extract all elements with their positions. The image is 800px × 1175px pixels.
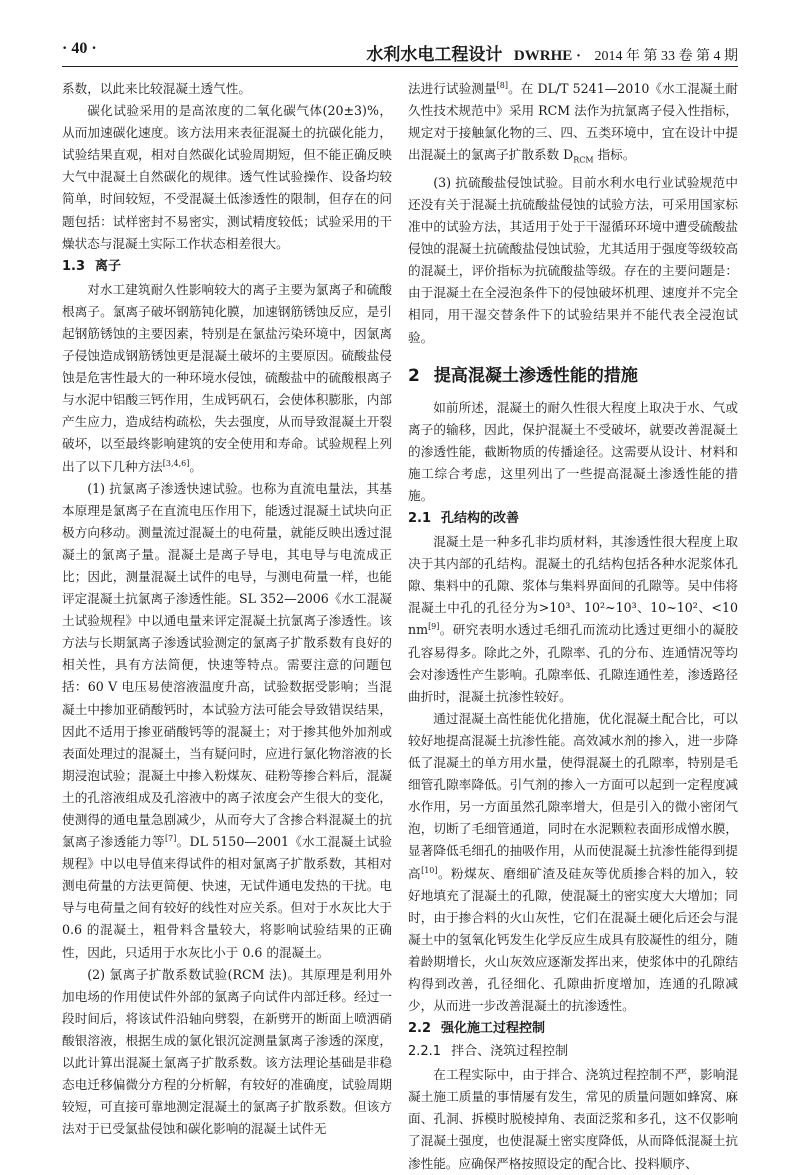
section-number: 1.3: [62, 258, 86, 274]
running-header: [62, 34, 738, 67]
paragraph: [408, 78, 738, 172]
paragraph-text: 对水工建筑耐久性影响较大的离子主要为氯离子和硫酸根离子。氯离子破坏钢筋钝化膜，加速钢筋锈蚀反应，是引起钢筋锈蚀的主要因素，特别是在氯盐污染环境中，因氯离子侵蚀造成钢筋锈蚀更是混凝土破坏的主要原因。硫酸盐侵蚀是危害性最大的一种环境水侵蚀，硫酸盐中的硫酸根离子与水泥中铝酸三钙作用，生成钙矾石，会使体积膨胀，内部产生应力，造成结构疏松，失去强度，从而导致混凝土开裂破坏，以至最终影响建筑的安全使用和寿命。试验规程上列出了以下几种方法: [62, 281, 392, 474]
section-number: 2.2.1: [408, 1044, 442, 1060]
paragraph-text: 混凝土是一种多孔非均质材料，其渗透性很大程度上取决于其内部的孔结构。混凝土的孔结构包括各种水泥浆体孔隙、集料中的孔隙、浆体与集料界面间的孔隙等。吴中伟将混凝土中孔的孔径分为>10³、10²~10³、10~10²、<10 nm: [408, 534, 738, 638]
citation: [9]: [428, 622, 440, 632]
section-number: 2.2: [408, 1021, 432, 1037]
citation: [3,4,6]: [162, 458, 190, 468]
section-title: 强化施工过程控制: [441, 1021, 546, 1037]
paragraph: [62, 478, 392, 964]
paragraph-text: 。粉煤灰、磨细矿渣及硅灰等优质掺合料的加入，较好地填充了混凝土的孔隙，使混凝土的密实度大大增加；同时，由于掺合料的火山灰性，它们在混凝土硬化后还会与混凝土中的氢氧化钙发生化学反应生成具有胶凝性的组分，随着龄期增长，火山灰效应逐渐发挥出来，使浆体中的孔隙结构得到改善，孔径细化、孔隙曲折度增加，连通的孔隙减少，从而进一步改善混凝土的抗渗透性。: [408, 865, 739, 1014]
section-heading-2-1: [408, 508, 738, 530]
subscript: RCM: [573, 155, 594, 165]
paragraph: 在工程实际中，由于拌合、浇筑过程控制不严，影响混凝土施工质量的事情屡有发生，常见的质量问题如蜂窝、麻面、孔洞、拆模时脱棱掉角、表面泛浆和多孔，这不仅影响了混凝土强度，也使混凝土密实度降低，从而降低混凝土抗渗性能。应确保严格按照设定的配合比、投料顺序、: [408, 1067, 738, 1171]
page-number: · 40 ·: [62, 40, 97, 57]
section-heading-2: [408, 363, 738, 389]
journal-issue: 2014 年 第 33 卷 第 4 期: [594, 49, 738, 64]
section-title: 离子: [95, 258, 122, 274]
paragraph-text: 。研究表明水透过毛细孔而流动比透过更细小的凝胶孔容易得多。除此之外，孔隙率、孔的分布、连通情况等均会对渗透性产生影响。孔隙率低、孔隙连通性差，渗透路径曲折时，混凝土抗渗性较好。: [408, 622, 738, 704]
section-heading-2-2-1: [408, 1041, 738, 1063]
section-title: 拌合、浇筑过程控制: [451, 1044, 569, 1060]
journal-abbr: DWRHE ·: [513, 48, 581, 64]
paragraph: 系数，以此来比较混凝土透气性。: [62, 81, 251, 96]
paragraph: (3) 抗硫酸盐侵蚀试验。目前水利水电行业试验规范中还没有关于混凝土抗硫酸盐侵蚀的试验方法，可采用国家标准中的试验方法，其适用于处于干湿循环环境中遭受硫酸盐侵蚀的混凝土抗硫酸盐侵蚀试验，尤其适用于强度等级较高的混凝土，评价指标为抗硫酸盐等级。存在的主要问题是：由于混凝土在全浸泡条件下的侵蚀破坏机理、速度并不完全相同，用干湿交替条件下的试验结果并不能代表全浸泡试验。: [408, 174, 738, 345]
paragraph: [408, 708, 738, 1017]
citation: [8]: [496, 80, 508, 90]
journal-info: [366, 40, 738, 65]
paragraph-text: 。在 DL/T 5241—2010《水工混凝土耐久性技术规范中》采用 RCM 法作为抗氯离子侵入性指标，规定对于接触氯化物的三、四、五类环境中，宜在设计中提出混凝土的氯离子扩散系数 D: [408, 81, 738, 163]
paragraph: 碳化试验采用的是高浓度的二氧化碳气体(20±3)%，从而加速碳化速度。该方法用来表征混凝土的抗碳化能力，试验结果直观，相对自然碳化试验周期短，但不能正确反映大气中混凝土自然碳化的规律。透气性试验操作、设备均较简单，时间较短，不受混凝土低渗透性的限制，但存在的问题包括：试样密封不易密实，测试精度较低；试验采用的干燥状态与混凝土实际工作状态相差很大。: [62, 103, 392, 251]
paragraph-text: 。: [189, 458, 202, 474]
section-heading-2-2: [408, 1018, 738, 1040]
section-title: 孔结构的改善: [441, 511, 520, 527]
citation: [7]: [165, 833, 177, 843]
paragraph-text: 。DL 5150—2001《水工混凝土试验规程》中以电导值来得试件的相对氯离子扩散系数，其相对测电荷量的方法更简便、快速，无试件通电发热的干扰。电导与电荷量之间有较好的线性对应关系。但对于水灰比大于 0.6 的混凝土，粗骨料含量较大，将影响试验结果的正确性，因此，只适用于水灰比小于 0.6 的混凝土。: [62, 834, 392, 960]
paragraph: 如前所述，混凝土的耐久性很大程度上取决于水、气或离子的输移，因此，保护混凝土不受破坏，就要改善混凝土的渗透性能，截断物质的传播途径。这需要从设计、材料和施工综合考虑，这里列出了一些提高混凝土渗透性能的措施。: [408, 399, 738, 504]
section-title: 提高混凝土渗透性能的措施: [433, 365, 638, 386]
paragraph-text: 法进行试验测量: [408, 81, 497, 96]
right-column: [408, 78, 738, 1175]
section-heading-1-3: [62, 256, 392, 278]
paragraph: (2) 氯离子扩散系数试验(RCM 法)。其原理是利用外加电场的作用使试件外部的氯离子向试件内部迁移。经过一段时间后，将该试件沿轴向劈裂，在新劈开的断面上喷洒硝酸银溶液，根据生成的氯化银沉淀测量氯离子渗透的深度，以此计算出混凝土氯离子扩散系数。该方法理论基础是非稳态电迁移偏微分方程的分析解，有较好的准确度，试验周期较短，可直接可靠地测定混凝土的氯离子扩散系数。但该方法对于已受氯盐侵蚀和碳化影响的混凝土试件无: [62, 966, 392, 1137]
paragraph-text: (1) 抗氯离子渗透快速试验。也称为直流电量法，其基本原理是氯离子在直流电压作用下，能透过混凝土试块向正极方向移动。测量流过混凝土的电荷量，就能反映出透过混凝土的氯离子量。混凝土是离子导电，其电导与电流成正比；因此，测量混凝土试件的电导，与测电荷量一样，也能评定混凝土抗氯离子渗透性能。SL 352—2006《水工混凝土试验规程》中以通电量来评定混凝土抗氯离子渗透性。该方法与长期氯离子渗透试验测定的氯离子扩散系数有良好的相关性，具有方法简便，快速等特点。需要注意的问题包括：60 V 电压易使溶液温度升高，试验数据受影响；当混凝土中掺加亚硝酸钙时，本试验方法可能会导致错误结果，因此不适用于掺亚硝酸钙等的混凝土；对于掺其他外加剂或表面处理过的混凝土，当有疑问时，应进行氯化物溶液的长期浸泡试验；混凝土中掺入粉煤灰、硅粉等掺合料后，混凝土的孔溶液组成及孔溶液中的离子浓度会产生很大的变化，使测得的通电量急剧减少，从而夸大了含掺合料混凝土的抗氯离子渗透能力等: [62, 480, 392, 850]
left-column: [62, 78, 392, 1140]
section-number: 2.1: [408, 511, 432, 527]
paragraph: [408, 531, 738, 708]
paragraph: [62, 279, 392, 478]
paragraph-text: 通过混凝土高性能优化措施，优化混凝土配合比，可以较好地提高混凝土抗渗性能。高效减水剂的掺入，进一步降低了混凝土的单方用水量，使得混凝土的孔隙率，特别是毛细管孔隙率降低。引气剂的掺入一方面可以起到一定程度减水作用，另一方面虽然孔隙率增大，但是引入的微小密闭气泡，切断了毛细管通道，同时在水泥颗粒表面形成憎水膜，显著降低毛细孔的抽吸作用，从而使混凝土抗渗性能得到提高: [408, 710, 738, 881]
section-number: 2: [408, 365, 420, 386]
journal-name: 水利水电工程设计: [366, 45, 503, 64]
paragraph-text: 指标。: [593, 147, 636, 163]
citation: [10]: [421, 865, 438, 875]
